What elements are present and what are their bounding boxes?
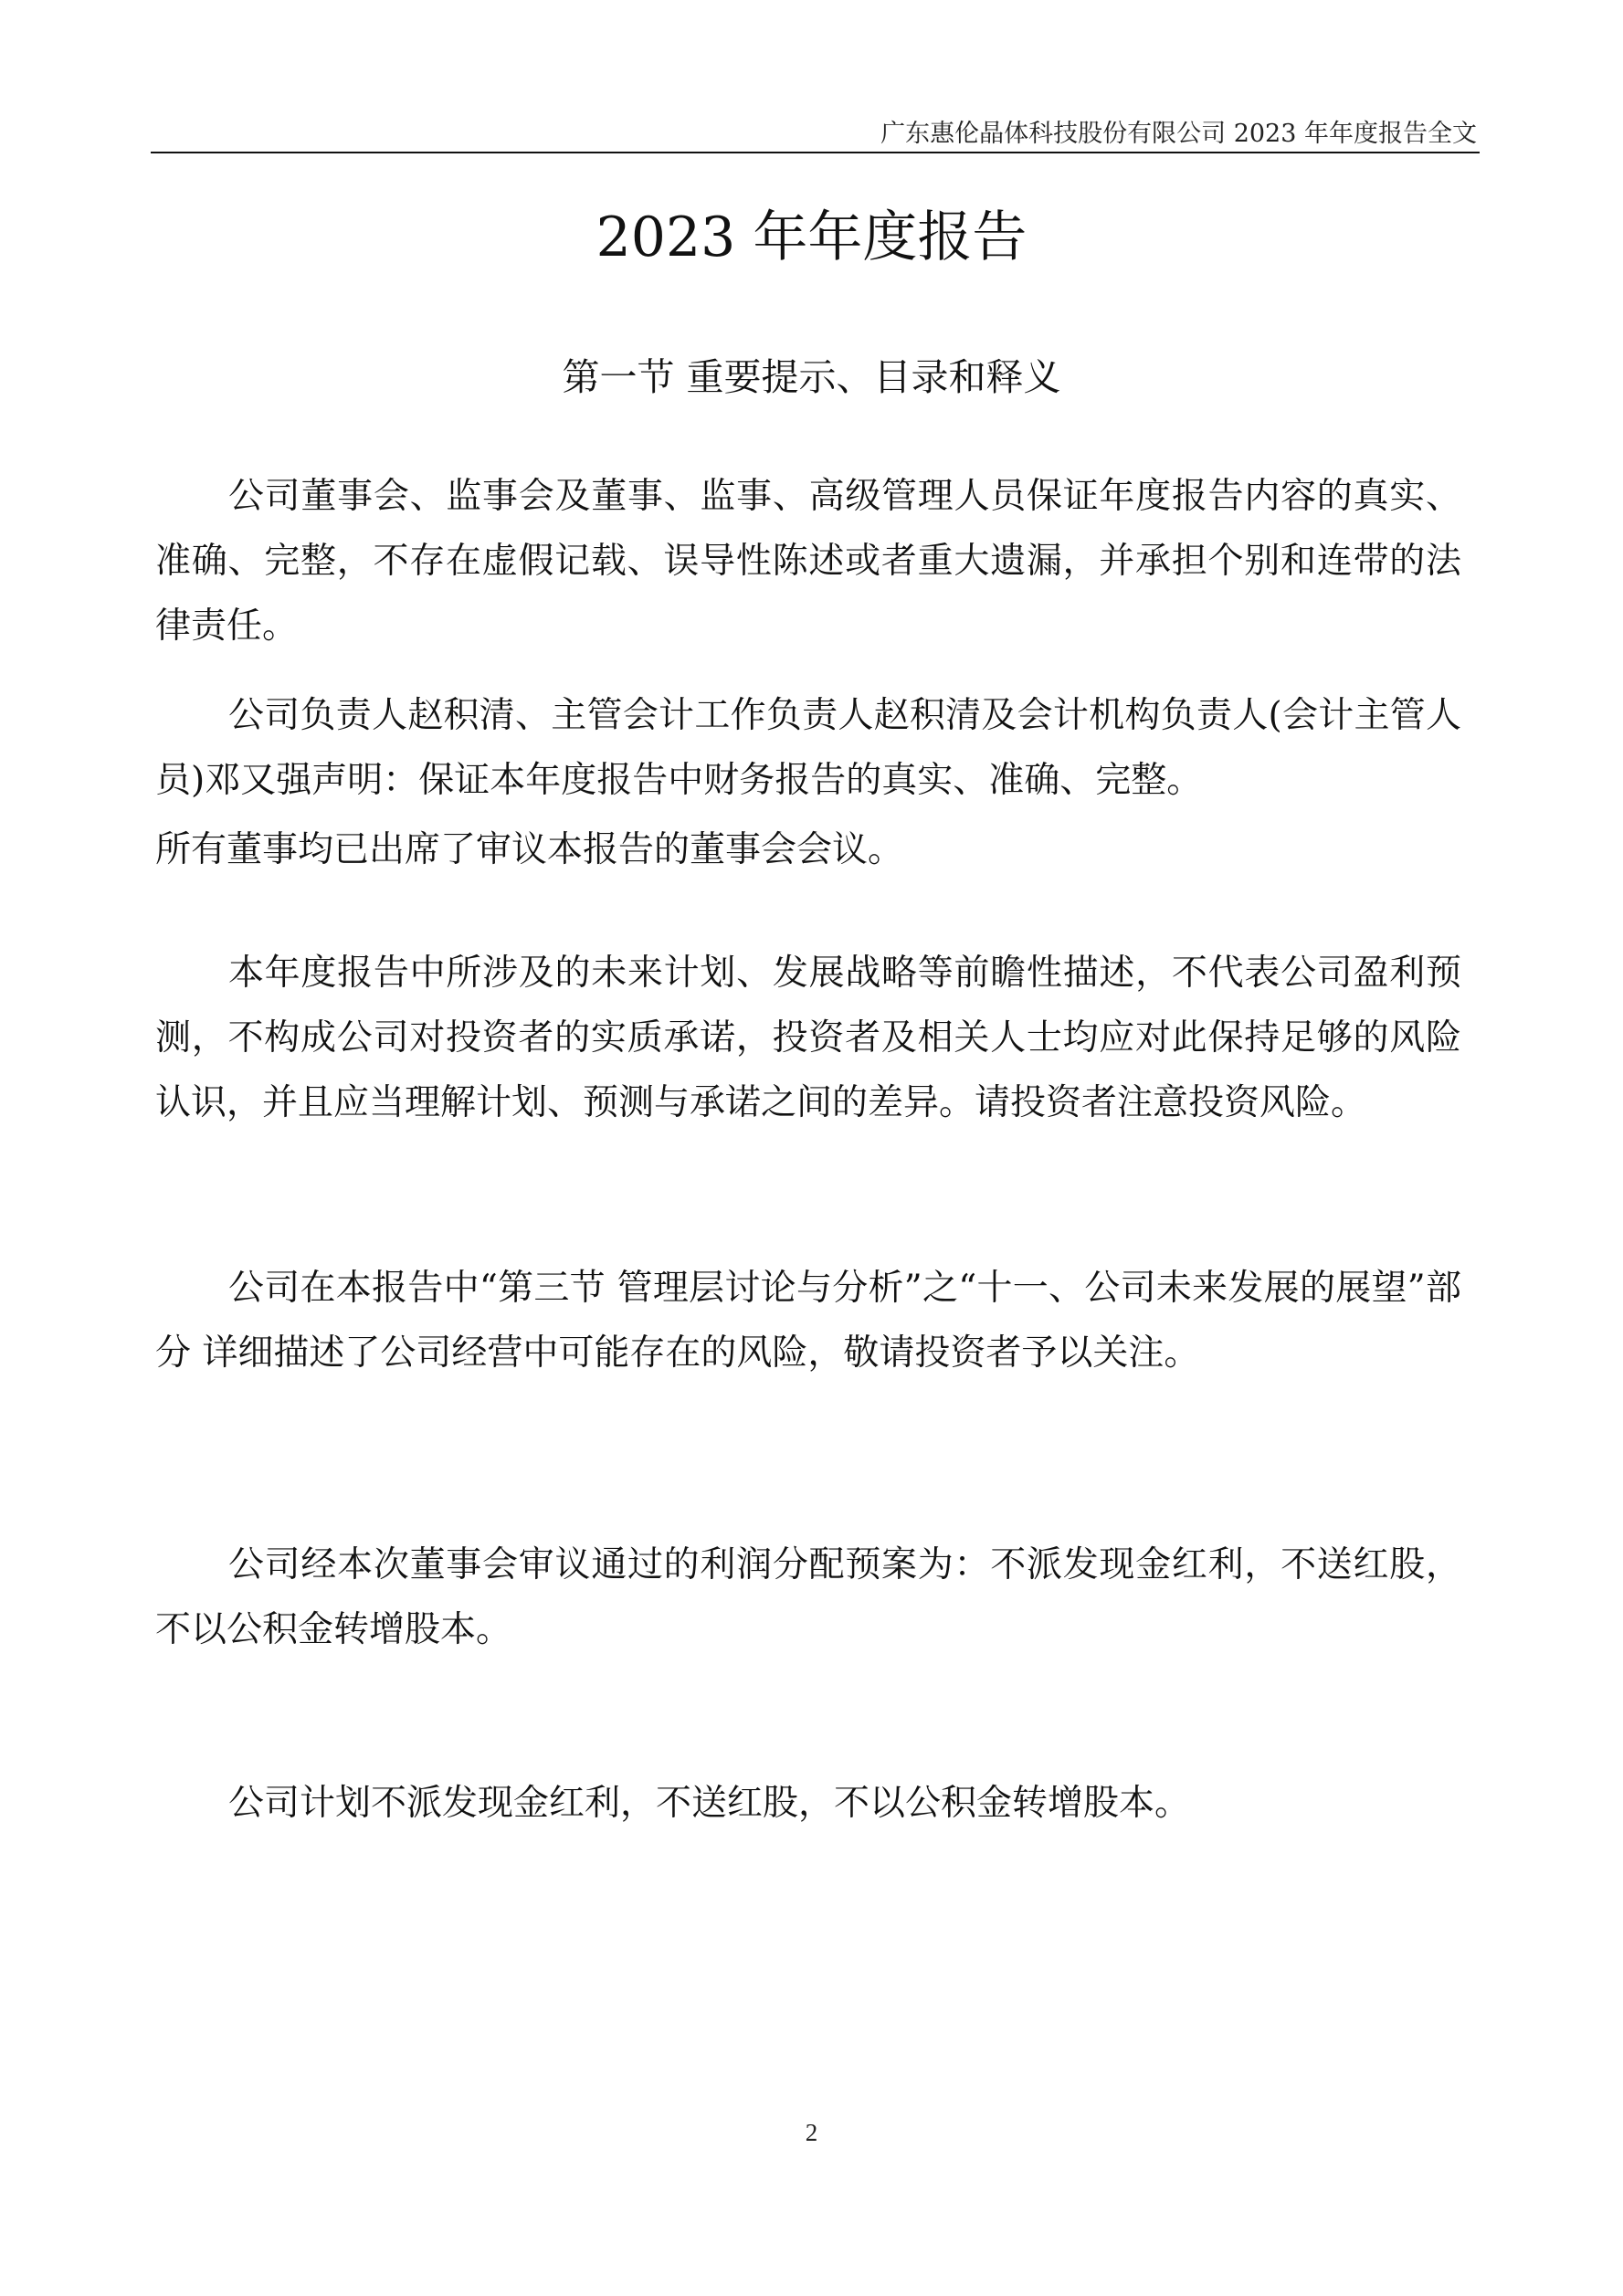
header-divider — [151, 152, 1480, 153]
document-title: 2023 年年度报告 — [595, 205, 1028, 269]
paragraph-risk-reference: 公司在本报告中“第三节 管理层讨论与分析”之“十一、公司未来发展的展望”部分 详细描述了公司经营中可能存在的风险，敬请投资者予以关注。 — [155, 1268, 1461, 1374]
page-number: 2 — [805, 2119, 818, 2146]
running-header: 广东惠伦晶体科技股份有限公司 2023 年年度报告全文 — [880, 120, 1477, 148]
paragraph-forward-looking-statement: 本年度报告中所涉及的未来计划、发展战略等前瞻性描述，不代表公司盈利预测，不构成公司对投资者的实质承诺，投资者及相关人士均应对此保持足够的风险认识，并且应当理解计划、预测与承诺之间的差异。请投资者注意投资风险。 — [155, 953, 1461, 1123]
paragraph-directors-attendance: 所有董事均已出席了审议本报告的董事会会议。 — [155, 829, 904, 870]
paragraph-dividend-plan: 公司计划不派发现金红利，不送红股，不以公积金转增股本。 — [227, 1783, 1190, 1824]
paragraph-responsibility-statement: 公司董事会、监事会及董事、监事、高级管理人员保证年度报告内容的真实、准确、完整，不存在虚假记载、误导性陈述或者重大遗漏，并承担个别和连带的法律责任。 — [155, 476, 1461, 647]
section-title: 第一节 重要提示、目录和释义 — [562, 355, 1061, 399]
paragraph-accounting-declaration: 公司负责人赵积清、主管会计工作负责人赵积清及会计机构负责人(会计主管人员)邓又强声明：保证本年度报告中财务报告的真实、准确、完整。 — [155, 695, 1461, 801]
paragraph-profit-distribution-plan: 公司经本次董事会审议通过的利润分配预案为：不派发现金红利，不送红股，不以公积金转增股本。 — [155, 1544, 1461, 1650]
